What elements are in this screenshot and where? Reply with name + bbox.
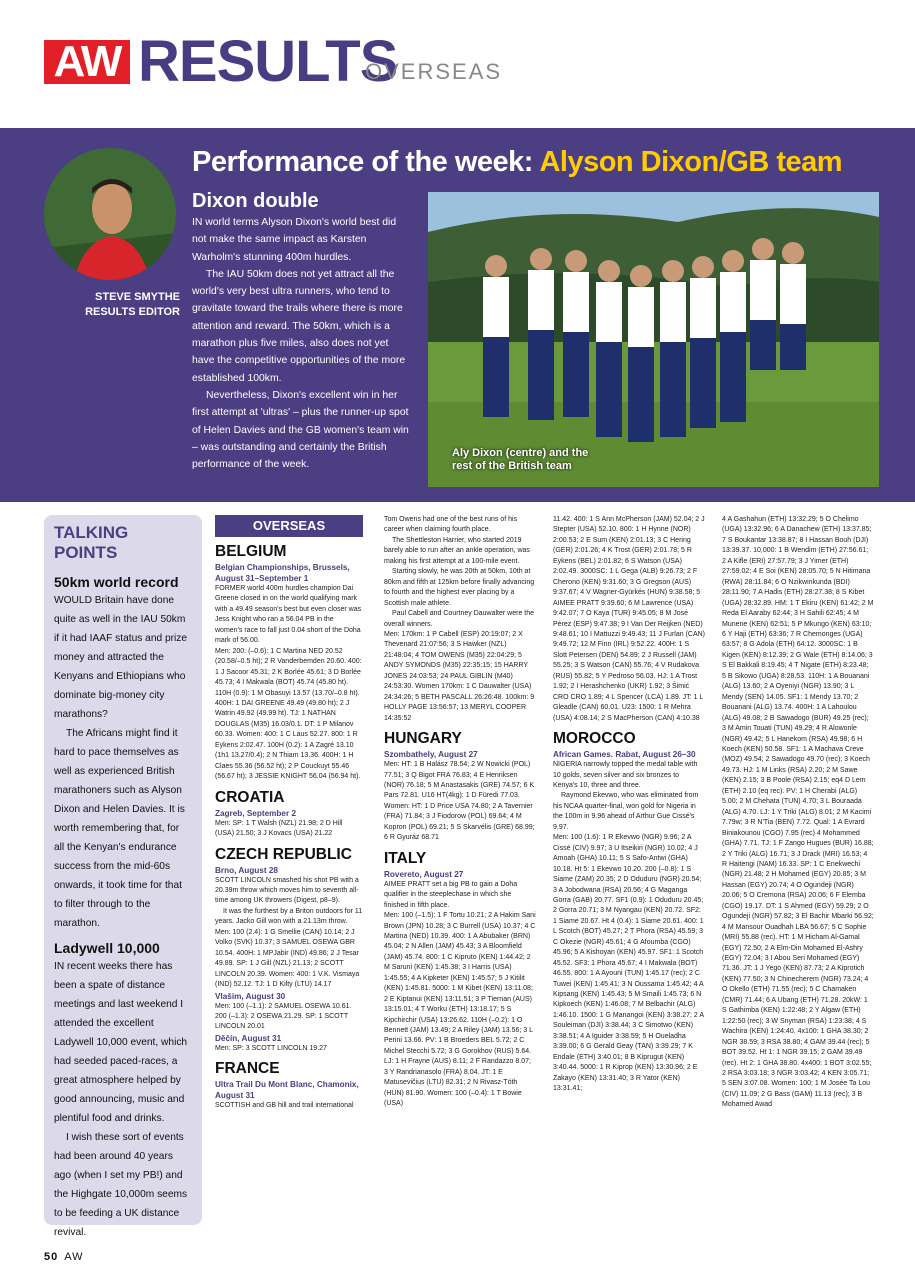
results-column-2 (384, 515, 536, 1110)
event-heading: Zagreb, September 2 (215, 808, 296, 818)
event-heading: Ultra Trail Du Mont Blanc, Chamonix, August 31 (215, 1080, 359, 1101)
editor-name: STEVE SMYTHE (95, 291, 180, 303)
talking-point-heading: 50km world record (54, 574, 179, 590)
country-heading: ITALY (384, 849, 427, 867)
feature-paragraph: Nevertheless, Dixon's excellent win in her first attempt at 'ultras' – plus the runner-up spot of Helen Davies and the GB women's team win – was outstanding and certainly the British performance of the week. (192, 389, 409, 471)
results-paragraph: Men: 170km: 1 P Cabell (ESP) 20:19:07; 2 X Thevenard 21:07:56; 3 S Hawker (NZL) 21:48:04; 4 TOM OWENS (M35) 22:04:29; 5 ANDY SYMONDS (M35) 22:35:15; 15 HARRY JONES 24:03:53; 24 PAUL GIBLIN (M40) 24:53:30. Women 170km: 1 C Dauwalter (USA) 24:34:26; 5 BETH PASCALL 26:26:48. 100km: 9 HOLLY PAGE 13:56:57; 13 MERYL COOPER 14:35:52 (384, 630, 535, 722)
talking-points-box (44, 515, 202, 1238)
page-header (0, 0, 915, 128)
aw-logo: AW (44, 40, 130, 84)
results-paragraph: Raymond Ekevwo, who was eliminated from his NCAA quarter-final, won gold for Nigeria in the 100m in 9.96 ahead of Arthur Gue Cissé's 9.97. (553, 792, 699, 831)
event-heading: Rovereto, August 27 (384, 869, 464, 879)
results-paragraph: Paul Cabell and Courtney Dauwalter were the overall winners. (384, 610, 535, 628)
results-paragraph: Men: HT: 1 B Halász 78.54; 2 W Nowicki (POL) 77.51; 3 Q Bigot FRA 76.83; 4 E Henriksen (NOR) 76.18; 5 M Anastasakis (GRE) 74.57; 6 K Pars 72.81. U16 HT(4kg): 1 D Füredi 77.03. Women: HT: 1 D Price USA 74.80; 2 A Tavernier (FRA) 71.84; 3 J Fiodorow (POL) 69.64; 4 M Kopron (POL) 69.21; 5 S Skarvélis (GRE) 68.99; 6 R Gyuráz 68.71 (384, 761, 535, 842)
feature-intro (192, 214, 412, 473)
results-paragraph: Starting slowly, he was 20th at 50km, 10th at 80km and fifth at 125km before finally advancing to fourth and the highest ever placing by a Scottish male athlete. (384, 568, 535, 607)
feature-title-prefix: Performance of the week: (192, 146, 533, 178)
results-paragraph: SCOTTISH and GB hill and trail international (215, 1102, 354, 1110)
feature-title-highlight: Alyson Dixon/GB team (539, 146, 843, 178)
country-heading: CROATIA (215, 788, 285, 806)
event-heading: Děčín, August 31 (215, 1033, 282, 1043)
results-paragraph: NIGERIA narrowly topped the medal table with 10 golds, seven silver and six bronzes to Kenya's 10, three and three. (553, 761, 698, 789)
event-heading: Vlašim, August 30 (215, 991, 286, 1001)
section-title: RESULTS (138, 29, 398, 94)
country-heading: MOROCCO (553, 730, 636, 748)
talking-point-paragraph: IN recent weeks there has been a spate of distance meetings and last weekend I attended the excellent Ladywell 10,000 event, which had seeded paced-races, a great atmosphere helped by good announcing, music and plentiful food and drinks. (54, 961, 188, 1124)
photo-caption (452, 447, 588, 473)
event-heading: Belgian Championships, Brussels, August 31–September 1 (215, 563, 350, 583)
results-paragraph: Men: 100 (1.6): 1 R Ekevwo (NGR) 9.96; 2 A Cissé (CIV) 9.97; 3 U Itseikiri (NGR) 10.02; 4 J Amoah (GHA) 10.11; 5 S Safo-Antwi (GHA) 10.18. Ht 5: 1 Ekevwo 10.20. 200 (–0.8): 1 S Siame (ZAM) 20.35; 2 D Oduduru (NGR) 20.54; 3 A Jobodwana (RSA) 20.56; 4 G Maganga Gorra (GAB) 20.77. SF1 (0.9): 1 Oduduru 20.45; 2 Gorra 20.71; 3 M Nyangau (KEN) 20.72. SF2: 1 Siame 20.67. Ht 4 (0.4): 1 Siame 20.61. 400: 1 L Scotch (BOT) 45.27; 2 T Phora (RSA) 45.59; 3 C Okezie (NGR) 45.61; 4 G Afoumba (CGO) 45.96; 5 A Kishoyan (KEN) 45.97. SF1: 1 Scotch 45.52. SF3: 1 Phora 45.67; 4 I Makwala (BOT) 46.55. 800: 1 A Ayouni (TUN) 1:45.17 (rec); 2 C Tuwei (KEN) 1:45.41; 3 N Oussama 1:45.42; 4 A Kipsang (KEN) 1:45.43; 5 M Smaili 1:45.73; 6 N Kipkoech (KEN) 1:46.08; 7 M Belbachir (ALG) 1:46.10. 1500: 1 G Manangoi (KEN) 3:38.27; 2 A Souleiman (DJI) 3:38.44; 3 C Simotwo (KEN) 3:38.51; 4 A Iguider 3:38.59; 5 H Oueladha 3:39.00; 6 G Gerald Geay (TAN) 3:39.29; 7 K Endale (ETH) 3:40.01; 8 B Kiprugut (KEN) 3:40.44. 5000: 1 R Kiprop (KEN) 13:30.96; 2 E Zakayo (KEN) 13:31.40; 3 R Yator (KEN) 13:31.41; (553, 834, 704, 1093)
page-footer (44, 1250, 84, 1264)
event-heading: African Games. Rabat, August 26–30 (553, 750, 696, 760)
results-paragraph: Men: SP: 1 T Walsh (NZL) 21.98; 2 D Hill (USA) 21.50; 3 J Kovacs (USA) 21.22 (215, 819, 343, 838)
results-paragraph: 11.42. 400: 1 S Ann McPherson (JAM) 52.04; 2 J Stepter (USA) 52.10. 800: 1 H Hynne (NOR) 2:00.53; 2 E Sum (KEN) 2:01.13; 3 C Hering (GER) 2:01.26; 4 K Trost (GER) 2:01.78; 5 R Eykens (BEL) 2:01.82; 6 S Watson (USA) 2:02.49. 3000SC: 1 L Gega (ALB) 9:26.73; 2 F Cherono (KEN) 9:31.60; 3 G Gregson (AUS) 9:37.67; 4 V Wagner-Gyürkés (HUN) 9:38.58; 5 AIMEE PRATT 9:39.60; 6 M Lawrence (USA) 9:42.07; 7 O Kaya (TUR) 9:45.05; 8 M José Pérez (ESP) 9:47.38; 9 I Van Der Reijken (NED) 9:48.61; 10 I Mattuzzi 9:49.43; 11 J Furlan (CAN) 9:49.72; 12 M Finn (IRL) 9:52.22. 400H: 1 S Slott Petersen (DEN) 54.89; 2 J Russell (JAM) 55.25; 3 S Watson (CAN) 55.76; 4 V Rudakova (RUS) 55.82; 5 Y Pedroso 56.03. HJ: 1 A Trost 1.92; 2 I Herashchenko (UKR) 1.92; 3 Ŝimić CRO CRO 1.89; 4 L Spencer (LCA) 1.89. JT: 1 L Gleadle (CAN) 60.01. U23: 1500: 1 R Mehra (USA) 4:08.14; 2 S MacPherson (CAN) 4:10.38 (553, 516, 706, 722)
results-column-4 (722, 515, 874, 1111)
results-paragraph: Men: 200: (–0.6): 1 C Martina NED 20.52 (20.58/–0.5 ht); 2 R Vanderbemden 20.60. 400: 1 J Sacoor 45.31; 2 K Borlée 45.61; 3 D Borlée 45.73; 4 I Makwala (BOT) 45.74 (45.80 ht). 110H (0.9): 1 M Obasuyi 13.57 (13.70/–0.8 ht). 400H: 1 DAI GREENE 49.49 (49.80 ht); 2 J Watrin 49.92 (49.99 ht). TJ: 1 NATHAN DOUGLAS (M35) 16.03/0.1. DT: 1 P Milanov 60.33. Women: 400: 1 C Laus 52.27. 800: 1 R Eykens 2:02.47. 100H (0.2): 1 A Zagré 13.10 (1h1 13.27/0.4); 2 N Thiam 13.36. 400H: 1 H Claes 55.36 (56.52 ht); 2 P Couckuyt 55.46 (56.67 ht); 3 JESSIE KNIGHT 56.04 (56.94 ht). (215, 647, 362, 781)
results-paragraph: FORMER world 400m hurdles champion Dai Greene closed in on the world qualifying mark with a 49.49 season's best but even closer was Jess Knight who ran a 56.04 PB in the women's race to fall just 0.04 short of the Doha mark of 56.00. (215, 585, 362, 645)
country-heading: CZECH REPUBLIC (215, 845, 352, 863)
feature-heading: Dixon double (192, 190, 319, 212)
talking-point-paragraph: WOULD Britain have done quite as well in the IAU 50km if it had IAAF status and prize money and attracted the Kenyans and Ethiopians who dominate big-money city marathons? (54, 595, 188, 720)
results-paragraph: It was the furthest by a Briton outdoors for 11 years. Jacko Gill won with a 21.13m throw. Men: 100 (2.4): 1 G Smellie (CAN) 10.14; 2 J Volko (SVK) 10.37; 3 SAMUEL OSEWA GBR 10.54. 400H: 1 MPJabir (IND) 49.86; 2 J Tesar 49.89. SP: 1 J Gill (NZL) 21.13; 2 SCOTT LINCOLN 20.39. Women: 400: 1 V.K. Vismaya (IND) 52.12. TJ: 1 D Kilty (LTU) 14.17 (215, 907, 363, 989)
results-paragraph: SCOTT LINCOLN smashed his shot PB with a 20.39m throw which moves him to seventh all-time among UK throwers (Digest, p8–9). (215, 876, 359, 905)
event-heading: Brno, August 28 (215, 865, 278, 875)
subsection-title: OVERSEAS (365, 59, 503, 84)
results-paragraph: Men: 100 (–1.5): 1 F Tortu 10.21; 2 A Hakim Sani Brown (JPN) 10.28; 3 C Burrell (USA) 10.37; 4 C Martina (NED) 10.39. 400: 1 A Abubaker (BRN) 45.04; 2 N Allen (JAM) 45.43; 3 A Bloomfield (JAM) 45.74. 800: 1 C Kipruto (KEN) 1:44.42; 2 M Saruni (KEN) 1:45.38; 3 I Harris (USA) 1:45.55; 4 A Kipketer (KEN) 1:45.57; 5 J Kitilit (KEN) 1:45.81. 5000: 1 M Kibet (KEN) 13:11.08; 2 E Kiptanui (KEN) 13:11.51; 3 P Tiernan (AUS) 13:15.01; 4 T Worku (ETH) 13:18.17; 5 S Kipchirchir (USA) 13:26.62. 110H (–0.2): 1 O Bennett (JAM) 13.49; 2 A Riley (JAM) 13.56; 3 L Perini 13.66. PV: 1 B Broeders BEL 5.72; 2 C Michel Stecchi 5.72; 3 G Gorokhov (RUS) 5.64. LJ: 1 H Frayne (AUS) 8.11; 2 F Randazzo 8.07; 3 Y Randrianasolo (FRA) 8.04. JT: 1 E Matusevičius (LTU) 82.31; 2 N Rivasz-Tóth (HUN) 81.90. Women: 100 (–0.4): 1 T Bowie (USA) (384, 912, 536, 1108)
talking-point-paragraph: The Africans might find it hard to pace themselves as well as experienced British marathoners such as Alyson Dixon and Helen Davies. It is worth remembering that, for all the Kenyan's endurance success from the mid-60s onwards, it took time for that to filter through to the marathon. (54, 728, 185, 929)
feature-paragraph: The IAU 50km does not yet attract all the world's very best ultra runners, who tend to gravitate toward the trails where there is more attention and reward. The 50km, which is a marathon plus five miles, also does not yet have the competitive opportunities of the more established 100km. (192, 268, 406, 384)
page-number: 50 (44, 1251, 59, 1263)
event-heading: Szombathely, August 27 (384, 750, 478, 760)
editor-credit (60, 290, 180, 320)
overseas-label: OVERSEAS (215, 515, 363, 537)
results-paragraph: Tom Owens had one of the best runs of his career when claiming fourth place. (384, 516, 518, 534)
results-paragraph: AIMEE PRATT set a big PB to gain a Doha qualifier in the steeplechase in which she finished in fifth place. (384, 880, 518, 909)
country-heading: FRANCE (215, 1060, 280, 1078)
photo-caption-line: rest of the British team (452, 460, 572, 472)
magazine-name: AW (64, 1251, 84, 1263)
country-heading: HUNGARY (384, 730, 462, 748)
results-paragraph: Men: SP: 3 SCOTT LINCOLN 19.27 (215, 1044, 327, 1052)
feature-paragraph: IN world terms Alyson Dixon's world best did not make the same impact as Karsten Warholm's stunning 400m hurdles. (192, 217, 397, 263)
team-photo (428, 192, 879, 487)
results-paragraph: Men: 100 (–1.1): 2 SAMUEL OSEWA 10.61. 200 (–1.3): 2 OSEWA 21.29. SP: 1 SCOTT LINCOLN 20.01 (215, 1002, 352, 1031)
talking-point-heading: Ladywell 10,000 (54, 940, 160, 956)
results-paragraph: 4 A Gashahun (ETH) 13:32.29; 5 O Chelimo (UGA) 13:32.96; 6 A Danachew (ETH) 13:37.85; 7 S Boukantar 13:38.87; 8 I Hassan Bouh (DJI) 13:39.37. 10,000: 1 B Wendim (ETH) 27:56.61; 2 A Kifle (ERI) 27:57.79; 3 J Yimer (ETH) 27:59.02; 4 E Soi (KEN) 28:05.70; 5 N Hitimana (RWA) 28:11.84; 6 O Nzikwinkunda (BDI) 28:11.90; 7 A Hadis (ETH) 28:27.38; 8 S Kibet (UGA) 28:32.89. HM: 1 T Ekiru (KEN) 61:42; 2 M Reda El Aaraby 62:44; 3 H Sahili 62:45; 4 M Munene (KEN) 62:51; 5 P Mkungo (KEN) 63:10; 6 Y Haji (ETH) 63:36; 7 R Chemonges (UGA) 63:57; 8 G Adola (ETH) 64:12. 3000SC: 1 B Kigen (KEN) 8:12.39; 2 G Wale (ETH) 8:14.06; 3 S El Bakkali 8:19.45; 4 T Nigate (ETH) 8:23.48; 5 B Sikowo (UGA) 8:28.53. 110H: 1 A Bouanani (ALG) 13.60; 2 A Oyeniyi (NGR) 13.90; 3 L Mendy (SEN) 14.05. SF1: 1 Mendy 13.70; 2 Bouanani (ALG) 13.74. 400H: 1 A Lahoulou (ALG) 49.08; 2 B Sawadogo (BUR) 49.25 (rec); 3 M Amin Touati (TUN) 49.29; 4 R Alowonle (NGR) 49.42; 5 L Hanekom (RSA) 49.98; 6 H Koech (KEN) 50.58. SF1: 1 A Machava Creve (MOZ) 49.54; 2 Sawadogo 49.70 (rec); 3 Koech 49.73. HJ: 1 M Links (RSA) 2.20; 2 M Sawe (KEN) 2.15; 3 B Poole (RSA) 2.15; eq4 D Lem (ETH) 2.10 (eq rec). PV: 1 H Cherabi (ALG) 5.00; 2 M Chehata (TUN) 4.70; 3 L Bouraada (ALG) 4.70. LJ: 1 Y Triki (ALG) 8.01; 2 M Kacimi 7.79w; 3 R N'Tia (BEN) 7.72. Qual: 1 A Evrard Biniakounou (CGO) 7.95 (rec) 4 Mohammed (GHA) 7.71. TJ: 1 F Zango Hugues (BUR) 16.88; 2 Y Triki (ALG) 16.71; 3 J Drack (MRI) 16.53; 4 R Haitengi (NAM) 16.33. SP: 1 C Enekwechi (NGR) 21.48; 2 H Mohamed (EGY) 20.85; 3 M Hassan (EGY) 20.74; 4 O Ogundeji (NGR) 20.06; 5 O Cremona (RSA) 20.06; 6 F Elemba (CGO) 19.17. DT: 1 S Ahmed (EGY) 59.29; 2 O Ogundeji (NGR) 57.82; 3 El Bachir Mbarki 56.92; 4 M Mansour Ouadhah LBA 56.67; 5 C Sophie (MRI) 55.88 (rec). HT: 1 M Hicham Al-Gamal (EGY) 72.50; 2 A Elm-Din Mohamed El-Ashry (EGY) 72.04; 3 I Abou Seri Mohamed (EGY) 71.36. JT: 1 J Yego (KEN) 87.73; 2 A Kiprotich (KEN) 77.50; 3 N Chinecherem (NGR) 73.24; 4 O Okello (ETH) 71.55 (rec); 5 C Chamaken (CMR) 71.44; 6 A Ubang (ETH) 71.28. 20kW: 1 S Gathimba (KEN) 1:22:48; 2 Y Algaw (ETH) 1:22:50 (rec); 3 W Snyman (RSA) 1:23:38; 4 S Wachira (KEN) 1:24:40. 4x100: 1 GHA 38.30; 2 NGR 38.59; 3 RSA 38.80; 4 GAM 39.44 (rec); 5 BOT 39.52. Ht 1: 1 NGR 39.15; 2 GAM 39.49 (rec). Ht 2: 1 GHA 38.80. 4x400: 1 BOT 3:02.55; 2 RSA 3:03.18; 3 NGR 3:03.42; 4 KEN 3:05.71; 5 SEN 3:07.08. Women: 100: 1 M Josée Ta Lou (CIV) 11.09; 2 G Bass (GAM) 11.13 (rec); 3 B Mohamed Awad (722, 516, 874, 1109)
editor-avatar (44, 148, 176, 280)
results-paragraph: The Shettleston Harrier, who started 2019 barely able to run after an ankle operation, was making his first attempt at a 100-mile event. (384, 536, 530, 565)
feature-title (192, 144, 842, 180)
results-column-1 (215, 515, 363, 1112)
photo-caption-line: Aly Dixon (centre) and the (452, 447, 589, 459)
country-heading: BELGIUM (215, 543, 287, 560)
results-column-3 (553, 515, 705, 1095)
talking-points-title: TALKING POINTS (54, 523, 129, 562)
editor-role: RESULTS EDITOR (85, 306, 180, 318)
talking-point-paragraph: I wish these sort of events had been around 40 years ago (when I set my PB!) and the Highgate 10,000m seems to be feeding a UK distance revival. (54, 1132, 188, 1238)
